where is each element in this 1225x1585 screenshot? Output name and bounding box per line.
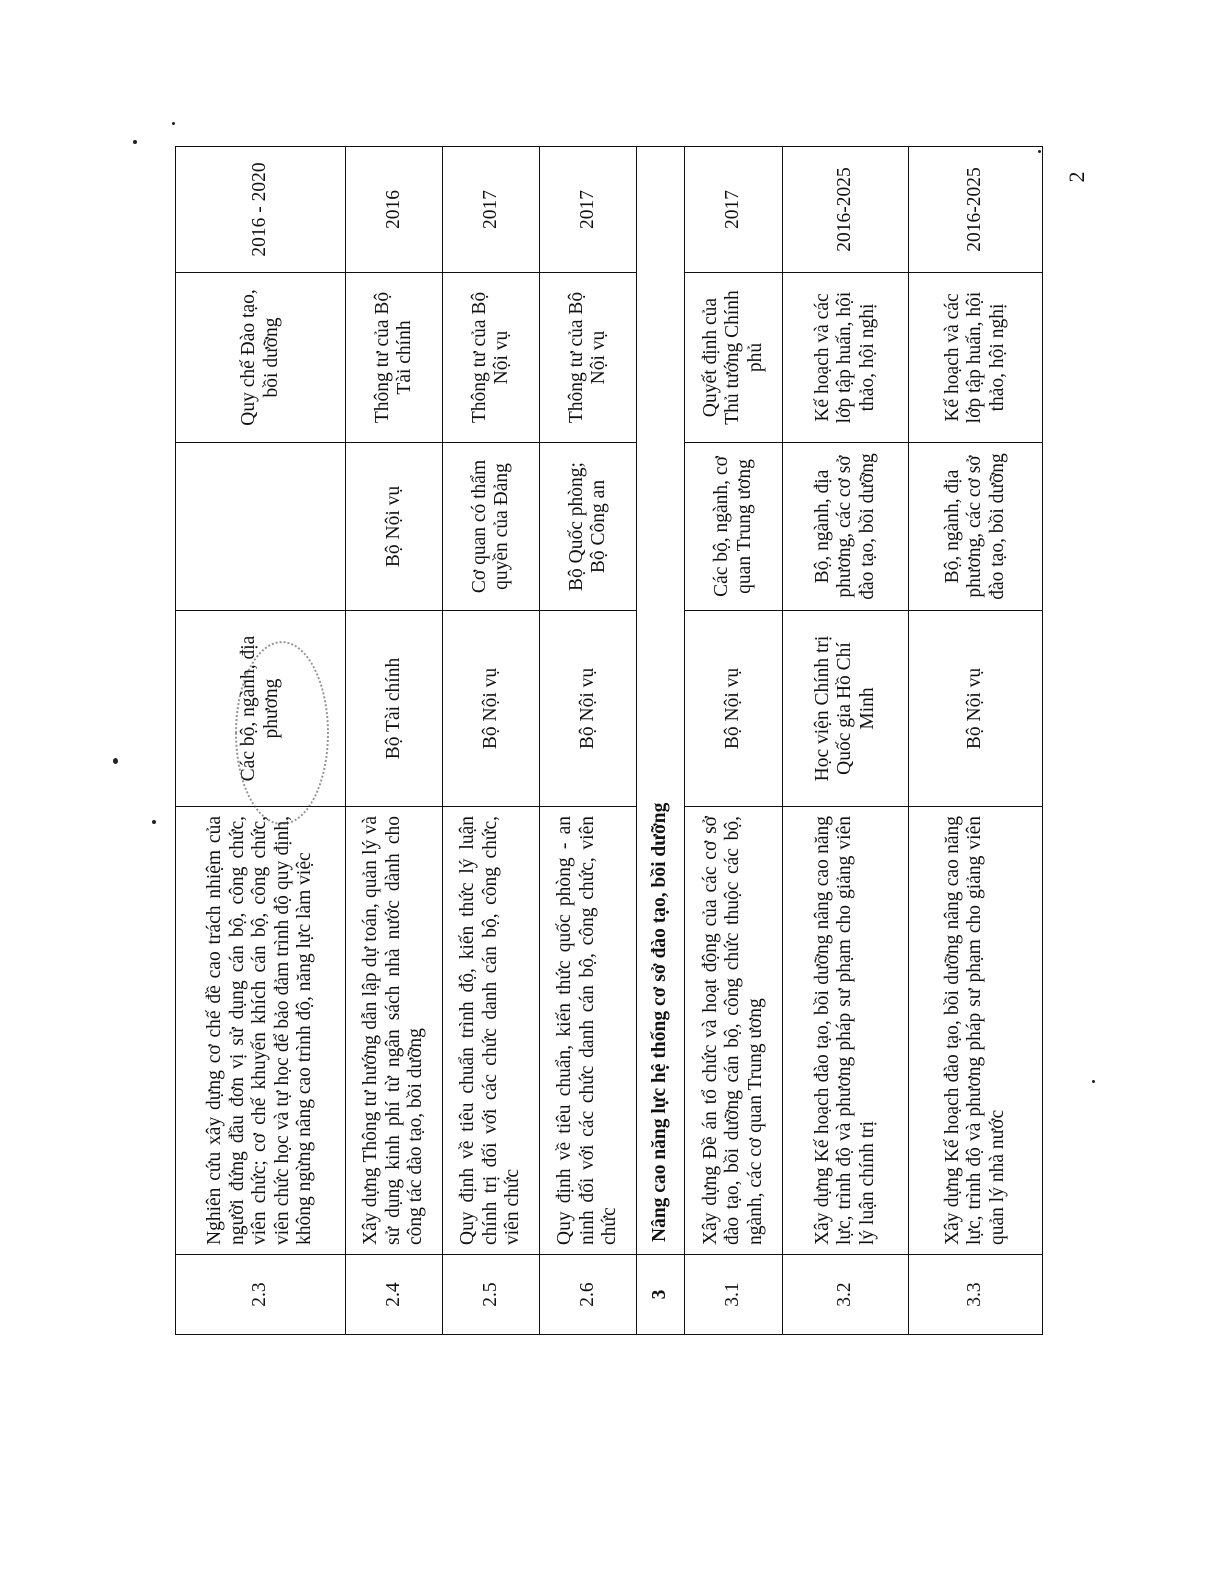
scan-speck — [133, 140, 137, 144]
row-number: 3.3 — [909, 1255, 1043, 1335]
scan-speck — [172, 122, 175, 125]
lead-agency: Bộ Nội vụ — [685, 611, 783, 807]
completion-time: 2016 - 2020 — [176, 147, 346, 273]
table-row — [176, 147, 346, 1335]
output-product: Kế hoạch và các lớp tập huấn, hội thảo, hội nghị — [783, 273, 909, 443]
table-row — [540, 147, 637, 1335]
coordinating-agency: Cơ quan có thẩm quyền của Đảng — [443, 443, 540, 611]
task-description: Xây dựng Kế hoạch đào tạo, bồi dưỡng nâng cao năng lực, trình độ và phương pháp sư phạm cho giảng viên quản lý nhà nước — [909, 807, 1043, 1255]
output-product: Quyết định của Thủ tướng Chính phủ — [685, 273, 783, 443]
task-description: Nghiên cứu xây dựng cơ chế đề cao trách nhiệm của người đứng đầu đơn vị sử dụng cán bộ, công chức, viên chức; cơ chế khuyến khích cán bộ, công chức, viên chức học và tự học để bảo đảm trình độ quy định, không ngừng nâng cao trình độ, năng lực làm việc — [176, 807, 346, 1255]
lead-agency: Bộ Tài chính — [346, 611, 443, 807]
table-row — [443, 147, 540, 1335]
coordinating-agency: Các bộ, ngành, cơ quan Trung ương — [685, 443, 783, 611]
plan-table — [175, 146, 1043, 1335]
table-row — [909, 147, 1043, 1335]
lead-agency: Bộ Nội vụ — [540, 611, 637, 807]
lead-agency: Học viện Chính trị Quốc gia Hồ Chí Minh — [783, 611, 909, 807]
scan-speck — [152, 820, 156, 824]
completion-time: 2017 — [685, 147, 783, 273]
task-description: Quy định về tiêu chuẩn trình độ, kiến thức lý luận chính trị đối với các chức danh cán bộ, công chức, viên chức — [443, 807, 540, 1255]
scan-speck — [1092, 1080, 1095, 1083]
table-row — [783, 147, 909, 1335]
output-product: Thông tư của Bộ Tài chính — [346, 273, 443, 443]
group-header-row — [637, 147, 685, 1335]
completion-time: 2017 — [540, 147, 637, 273]
lead-agency: Bộ Nội vụ — [909, 611, 1043, 807]
group-number: 3 — [637, 1255, 685, 1335]
row-number: 3.1 — [685, 1255, 783, 1335]
row-number: 2.6 — [540, 1255, 637, 1335]
coordinating-agency: Bộ Nội vụ — [346, 443, 443, 611]
page-number: 2 — [1064, 171, 1089, 183]
rotated-table-container — [175, 147, 1042, 1335]
task-description: Xây dựng Kế hoạch đào tạo, bồi dưỡng nâng cao năng lực, trình độ và phương pháp sư phạm cho giảng viên lý luận chính trị — [783, 807, 909, 1255]
output-product: Kế hoạch và các lớp tập huấn, hội thảo, hội nghị — [909, 273, 1043, 443]
task-description: Quy định về tiêu chuẩn, kiến thức quốc phòng - an ninh đối với các chức danh cán bộ, công chức, viên chức — [540, 807, 637, 1255]
completion-time: 2016-2025 — [909, 147, 1043, 273]
coordinating-agency — [176, 443, 346, 611]
coordinating-agency: Bộ, ngành, địa phương, các cơ sở đào tạo, bồi dưỡng — [909, 443, 1043, 611]
output-product: Thông tư của Bộ Nội vụ — [540, 273, 637, 443]
lead-agency: Các bộ, ngành, địa phương — [176, 611, 346, 807]
task-description: Xây dựng Thông tư hướng dẫn lập dự toán, quản lý và sử dụng kinh phí từ ngân sách nhà nước dành cho công tác đào tạo, bồi dưỡng — [346, 807, 443, 1255]
row-number: 3.2 — [783, 1255, 909, 1335]
row-number: 2.3 — [176, 1255, 346, 1335]
coordinating-agency: Bộ Quốc phòng; Bộ Công an — [540, 443, 637, 611]
lead-agency: Bộ Nội vụ — [443, 611, 540, 807]
group-title: Nâng cao năng lực hệ thống cơ sở đào tạo, bồi dưỡng — [637, 147, 685, 1255]
table-row — [346, 147, 443, 1335]
coordinating-agency: Bộ, ngành, địa phương, các cơ sở đào tạo, bồi dưỡng — [783, 443, 909, 611]
row-number: 2.5 — [443, 1255, 540, 1335]
task-description: Xây dựng Đề án tổ chức và hoạt động của các cơ sở đào tạo, bồi dưỡng cán bộ, công chức thuộc các bộ, ngành, các cơ quan Trung ương — [685, 807, 783, 1255]
output-product: Thông tư của Bộ Nội vụ — [443, 273, 540, 443]
table-row — [685, 147, 783, 1335]
completion-time: 2016-2025 — [783, 147, 909, 273]
row-number: 2.4 — [346, 1255, 443, 1335]
completion-time: 2016 — [346, 147, 443, 273]
scan-speck — [113, 758, 118, 764]
output-product: Quy chế Đào tạo, bồi dưỡng — [176, 273, 346, 443]
completion-time: 2017 — [443, 147, 540, 273]
